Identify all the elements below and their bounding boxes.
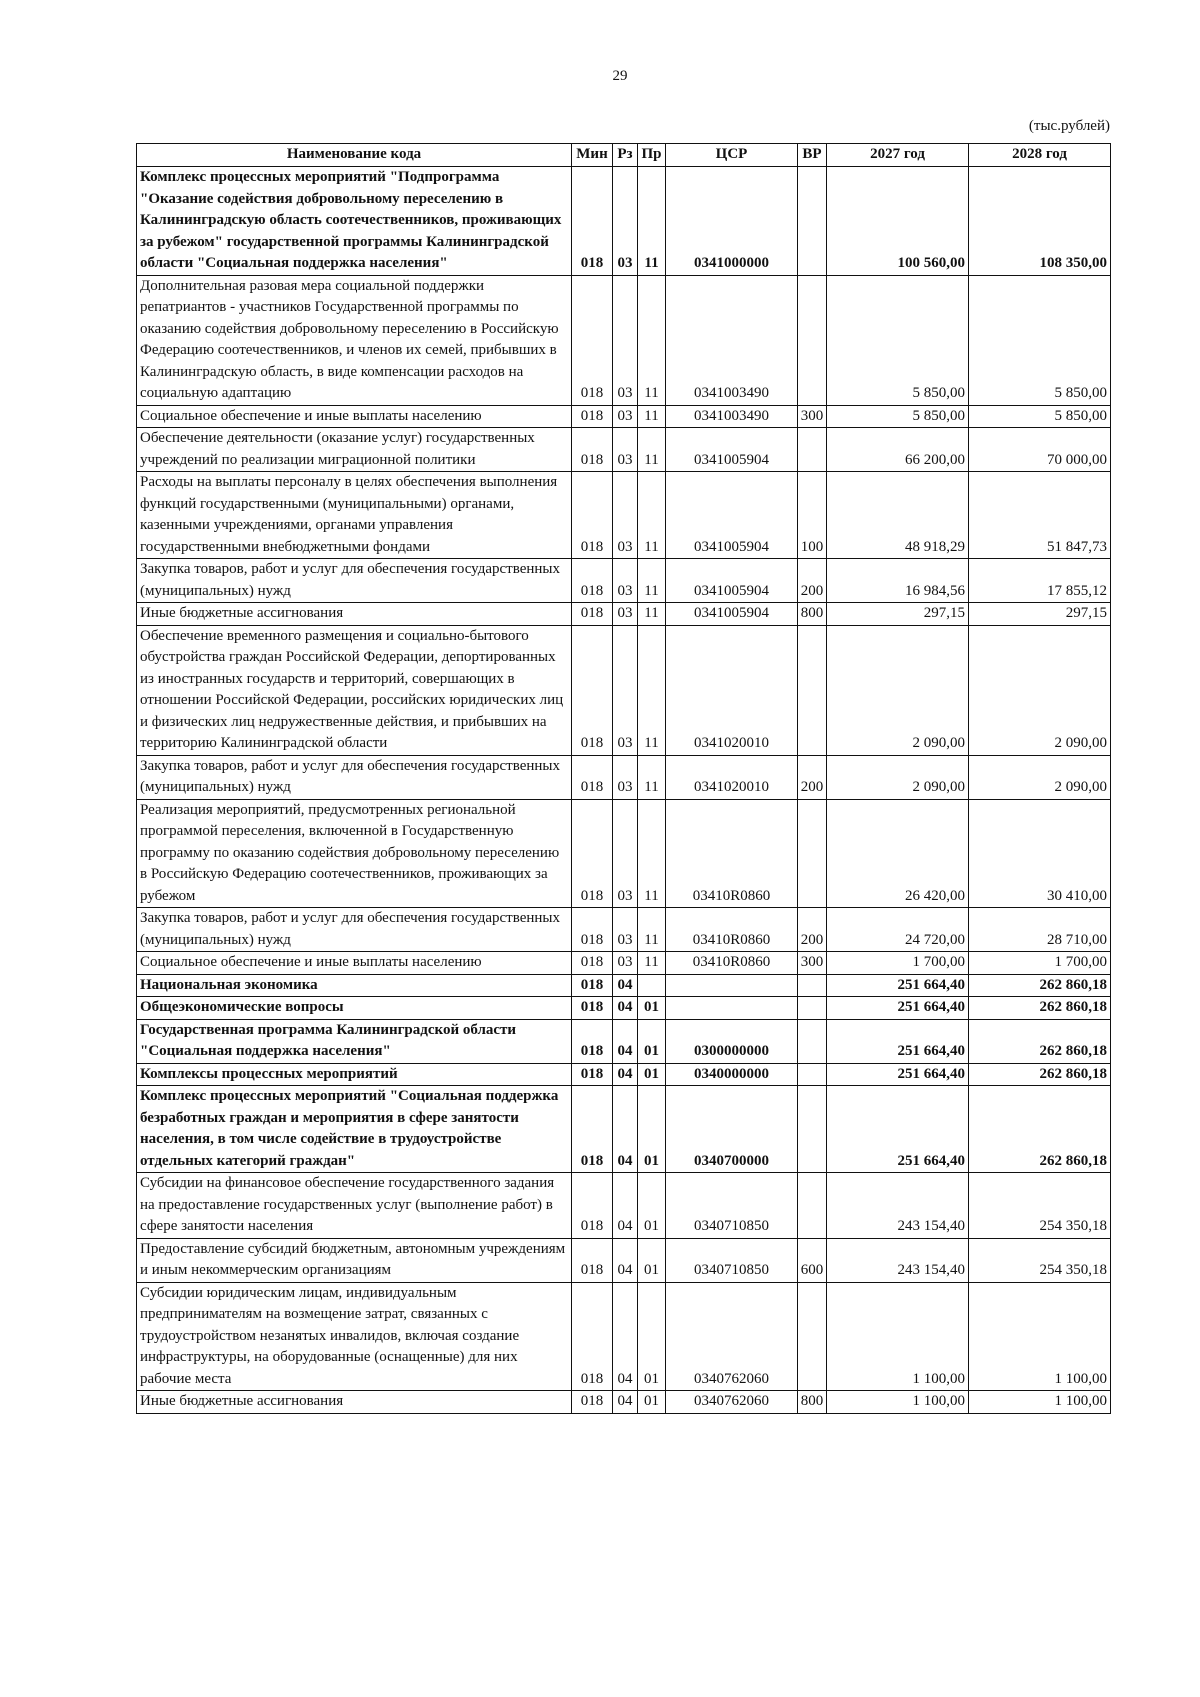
cell-csr: 0341003490: [666, 405, 798, 428]
cell-2028: 2 090,00: [969, 625, 1111, 755]
cell-rz: 04: [613, 997, 638, 1020]
cell-vr: [798, 974, 827, 997]
cell-2027: 243 154,40: [827, 1173, 969, 1239]
cell-name: Обеспечение временного размещения и социально-бытового обустройства граждан Российской Федерации, депортированных из иностранных государств и территорий, совершающих в отношении Российской Федерации, российских юридических лиц и физических лиц недружественные действия, и прибывших на территорию Калининградской области: [137, 625, 572, 755]
cell-rz: 03: [613, 952, 638, 975]
cell-2027: 16 984,56: [827, 559, 969, 603]
cell-2027: 48 918,29: [827, 472, 969, 559]
cell-2027: 2 090,00: [827, 625, 969, 755]
cell-min: 018: [572, 952, 613, 975]
table-row: [137, 1019, 1111, 1063]
cell-min: 018: [572, 1086, 613, 1173]
cell-pr: 11: [638, 167, 666, 276]
cell-2028: 254 350,18: [969, 1173, 1111, 1239]
cell-2027: 100 560,00: [827, 167, 969, 276]
cell-2028: 297,15: [969, 603, 1111, 626]
cell-2028: 262 860,18: [969, 1063, 1111, 1086]
cell-csr: 0341005904: [666, 472, 798, 559]
cell-pr: 01: [638, 1086, 666, 1173]
cell-rz: 04: [613, 1238, 638, 1282]
table-row: [137, 1391, 1111, 1414]
cell-min: 018: [572, 472, 613, 559]
cell-2027: 2 090,00: [827, 755, 969, 799]
table-row: [137, 1086, 1111, 1173]
cell-2028: 1 100,00: [969, 1282, 1111, 1391]
cell-pr: 11: [638, 405, 666, 428]
cell-2028: 28 710,00: [969, 908, 1111, 952]
table-row: [137, 1282, 1111, 1391]
cell-rz: 03: [613, 799, 638, 908]
cell-vr: [798, 428, 827, 472]
cell-vr: [798, 275, 827, 405]
cell-pr: 01: [638, 1238, 666, 1282]
header-2027: 2027 год: [827, 144, 969, 167]
table-row: [137, 472, 1111, 559]
cell-pr: [638, 974, 666, 997]
cell-2027: 251 664,40: [827, 1019, 969, 1063]
table-header-row: [137, 144, 1111, 167]
cell-min: 018: [572, 799, 613, 908]
cell-min: 018: [572, 974, 613, 997]
table-body: [137, 167, 1111, 1414]
cell-min: 018: [572, 1282, 613, 1391]
cell-vr: 300: [798, 952, 827, 975]
header-csr: ЦСР: [666, 144, 798, 167]
cell-2027: 297,15: [827, 603, 969, 626]
cell-min: 018: [572, 559, 613, 603]
cell-pr: 01: [638, 1019, 666, 1063]
cell-vr: [798, 625, 827, 755]
cell-min: 018: [572, 1063, 613, 1086]
cell-2028: 70 000,00: [969, 428, 1111, 472]
cell-pr: 11: [638, 603, 666, 626]
cell-min: 018: [572, 1173, 613, 1239]
cell-pr: 01: [638, 1063, 666, 1086]
cell-csr: 0340710850: [666, 1173, 798, 1239]
header-2028: 2028 год: [969, 144, 1111, 167]
cell-vr: [798, 167, 827, 276]
cell-csr: 0340710850: [666, 1238, 798, 1282]
cell-name: Комплекс процессных мероприятий "Социальная поддержка безработных граждан и мероприятия в сфере занятости населения, в том числе содействие в трудоустройстве отдельных категорий граждан": [137, 1086, 572, 1173]
cell-name: Национальная экономика: [137, 974, 572, 997]
cell-name: Иные бюджетные ассигнования: [137, 1391, 572, 1414]
cell-vr: 800: [798, 603, 827, 626]
cell-name: Предоставление субсидий бюджетным, автономным учреждениям и иным некоммерческим организациям: [137, 1238, 572, 1282]
table-row: [137, 625, 1111, 755]
header-rz: Рз: [613, 144, 638, 167]
cell-csr: 0340762060: [666, 1391, 798, 1414]
table-row: [137, 755, 1111, 799]
cell-2028: 1 100,00: [969, 1391, 1111, 1414]
table-row: [137, 1063, 1111, 1086]
cell-min: 018: [572, 625, 613, 755]
units-note: (тыс.рублей): [1028, 118, 1110, 134]
cell-min: 018: [572, 755, 613, 799]
header-min: Мин: [572, 144, 613, 167]
cell-name: Субсидии юридическим лицам, индивидуальным предпринимателям на возмещение затрат, связанных с трудоустройством незанятых инвалидов, включая создание инфраструктуры, на оборудованные (оснащенные) для них рабочие места: [137, 1282, 572, 1391]
cell-min: 018: [572, 1238, 613, 1282]
header-vr: ВР: [798, 144, 827, 167]
cell-2027: 251 664,40: [827, 1086, 969, 1173]
cell-2028: 5 850,00: [969, 275, 1111, 405]
cell-csr: 0341005904: [666, 559, 798, 603]
cell-csr: 03410R0860: [666, 908, 798, 952]
cell-pr: 01: [638, 1173, 666, 1239]
cell-name: Социальное обеспечение и иные выплаты населению: [137, 952, 572, 975]
cell-name: Обеспечение деятельности (оказание услуг) государственных учреждений по реализации миграционной политики: [137, 428, 572, 472]
cell-pr: 01: [638, 1282, 666, 1391]
cell-vr: 200: [798, 755, 827, 799]
cell-rz: 03: [613, 275, 638, 405]
table-row: [137, 275, 1111, 405]
cell-pr: 11: [638, 799, 666, 908]
cell-name: Закупка товаров, работ и услуг для обеспечения государственных (муниципальных) нужд: [137, 755, 572, 799]
cell-2028: 1 700,00: [969, 952, 1111, 975]
cell-min: 018: [572, 997, 613, 1020]
cell-name: Дополнительная разовая мера социальной поддержки репатриантов - участников Государственной программы по оказанию содействия добровольному переселению в Российскую Федерацию соотечественников, и членов их семей, прибывших в Калининградскую область, в виде компенсации расходов на социальную адаптацию: [137, 275, 572, 405]
cell-2028: 108 350,00: [969, 167, 1111, 276]
cell-min: 018: [572, 908, 613, 952]
cell-vr: [798, 997, 827, 1020]
cell-vr: [798, 1063, 827, 1086]
cell-rz: 03: [613, 472, 638, 559]
cell-2027: 251 664,40: [827, 997, 969, 1020]
table-row: [137, 405, 1111, 428]
cell-2028: 262 860,18: [969, 997, 1111, 1020]
cell-csr: 0340700000: [666, 1086, 798, 1173]
cell-vr: 600: [798, 1238, 827, 1282]
cell-rz: 03: [613, 603, 638, 626]
table-row: [137, 428, 1111, 472]
cell-name: Субсидии на финансовое обеспечение государственного задания на предоставление государственных услуг (выполнение работ) в сфере занятости населения: [137, 1173, 572, 1239]
cell-2028: 2 090,00: [969, 755, 1111, 799]
cell-pr: 11: [638, 559, 666, 603]
cell-min: 018: [572, 167, 613, 276]
cell-2027: 243 154,40: [827, 1238, 969, 1282]
cell-vr: 200: [798, 908, 827, 952]
cell-csr: 0341003490: [666, 275, 798, 405]
table-row: [137, 603, 1111, 626]
cell-vr: 300: [798, 405, 827, 428]
table-row: [137, 997, 1111, 1020]
cell-csr: 03410R0860: [666, 952, 798, 975]
cell-2027: 1 100,00: [827, 1282, 969, 1391]
cell-rz: 04: [613, 1282, 638, 1391]
cell-csr: [666, 974, 798, 997]
cell-2028: 5 850,00: [969, 405, 1111, 428]
cell-rz: 03: [613, 625, 638, 755]
cell-name: Расходы на выплаты персоналу в целях обеспечения выполнения функций государственными (муниципальными) органами, казенными учреждениями, органами управления государственными внебюджетными фондами: [137, 472, 572, 559]
cell-csr: 03410R0860: [666, 799, 798, 908]
cell-2027: 24 720,00: [827, 908, 969, 952]
cell-vr: [798, 1173, 827, 1239]
cell-csr: 0340000000: [666, 1063, 798, 1086]
cell-min: 018: [572, 603, 613, 626]
cell-2028: 262 860,18: [969, 1019, 1111, 1063]
cell-vr: [798, 799, 827, 908]
cell-rz: 04: [613, 1086, 638, 1173]
cell-2027: 5 850,00: [827, 405, 969, 428]
cell-vr: 100: [798, 472, 827, 559]
cell-pr: 01: [638, 997, 666, 1020]
cell-2027: 1 100,00: [827, 1391, 969, 1414]
cell-vr: [798, 1282, 827, 1391]
table-row: [137, 799, 1111, 908]
header-pr: Пр: [638, 144, 666, 167]
cell-pr: 11: [638, 952, 666, 975]
table-row: [137, 952, 1111, 975]
cell-rz: 04: [613, 1063, 638, 1086]
cell-csr: 0341020010: [666, 755, 798, 799]
cell-2027: 26 420,00: [827, 799, 969, 908]
cell-vr: [798, 1086, 827, 1173]
cell-rz: 03: [613, 428, 638, 472]
cell-name: Закупка товаров, работ и услуг для обеспечения государственных (муниципальных) нужд: [137, 559, 572, 603]
cell-csr: 0340762060: [666, 1282, 798, 1391]
cell-pr: 11: [638, 755, 666, 799]
cell-min: 018: [572, 428, 613, 472]
cell-pr: 11: [638, 908, 666, 952]
page-number: 29: [612, 68, 628, 84]
table-row: [137, 974, 1111, 997]
cell-rz: 03: [613, 908, 638, 952]
cell-vr: [798, 1019, 827, 1063]
cell-rz: 03: [613, 755, 638, 799]
cell-min: 018: [572, 275, 613, 405]
cell-csr: 0300000000: [666, 1019, 798, 1063]
cell-2028: 254 350,18: [969, 1238, 1111, 1282]
cell-2028: 30 410,00: [969, 799, 1111, 908]
cell-2027: 251 664,40: [827, 1063, 969, 1086]
cell-rz: 04: [613, 1173, 638, 1239]
cell-2027: 5 850,00: [827, 275, 969, 405]
cell-2027: 66 200,00: [827, 428, 969, 472]
cell-csr: 0341005904: [666, 428, 798, 472]
cell-min: 018: [572, 405, 613, 428]
cell-pr: 11: [638, 428, 666, 472]
cell-csr: [666, 997, 798, 1020]
cell-rz: 04: [613, 1019, 638, 1063]
cell-pr: 11: [638, 275, 666, 405]
table-row: [137, 559, 1111, 603]
cell-rz: 03: [613, 167, 638, 276]
cell-pr: 11: [638, 472, 666, 559]
cell-min: 018: [572, 1391, 613, 1414]
header-name: Наименование кода: [137, 144, 572, 167]
cell-vr: 800: [798, 1391, 827, 1414]
cell-2028: 17 855,12: [969, 559, 1111, 603]
cell-2027: 1 700,00: [827, 952, 969, 975]
budget-table: [136, 143, 1111, 1414]
table-row: [137, 1173, 1111, 1239]
cell-name: Реализация мероприятий, предусмотренных региональной программой переселения, включенной в Государственную программу по оказанию содействия добровольному переселению в Российскую Федерацию соотечественников, проживающих за рубежом: [137, 799, 572, 908]
table-row: [137, 1238, 1111, 1282]
cell-min: 018: [572, 1019, 613, 1063]
table-row: [137, 167, 1111, 276]
cell-2028: 262 860,18: [969, 974, 1111, 997]
cell-csr: 0341020010: [666, 625, 798, 755]
cell-name: Общеэкономические вопросы: [137, 997, 572, 1020]
cell-2028: 262 860,18: [969, 1086, 1111, 1173]
cell-csr: 0341000000: [666, 167, 798, 276]
cell-name: Иные бюджетные ассигнования: [137, 603, 572, 626]
cell-2028: 51 847,73: [969, 472, 1111, 559]
cell-name: Социальное обеспечение и иные выплаты населению: [137, 405, 572, 428]
cell-rz: 04: [613, 1391, 638, 1414]
cell-vr: 200: [798, 559, 827, 603]
cell-2027: 251 664,40: [827, 974, 969, 997]
cell-name: Комплекс процессных мероприятий "Подпрограмма "Оказание содействия добровольному переселению в Калининградскую область соотечественников, проживающих за рубежом" государственной программы Калининградской области "Социальная поддержка населения": [137, 167, 572, 276]
cell-rz: 03: [613, 559, 638, 603]
cell-name: Государственная программа Калининградской области "Социальная поддержка населения": [137, 1019, 572, 1063]
cell-name: Комплексы процессных мероприятий: [137, 1063, 572, 1086]
table-row: [137, 908, 1111, 952]
cell-pr: 11: [638, 625, 666, 755]
cell-pr: 01: [638, 1391, 666, 1414]
cell-rz: 04: [613, 974, 638, 997]
cell-rz: 03: [613, 405, 638, 428]
cell-csr: 0341005904: [666, 603, 798, 626]
cell-name: Закупка товаров, работ и услуг для обеспечения государственных (муниципальных) нужд: [137, 908, 572, 952]
